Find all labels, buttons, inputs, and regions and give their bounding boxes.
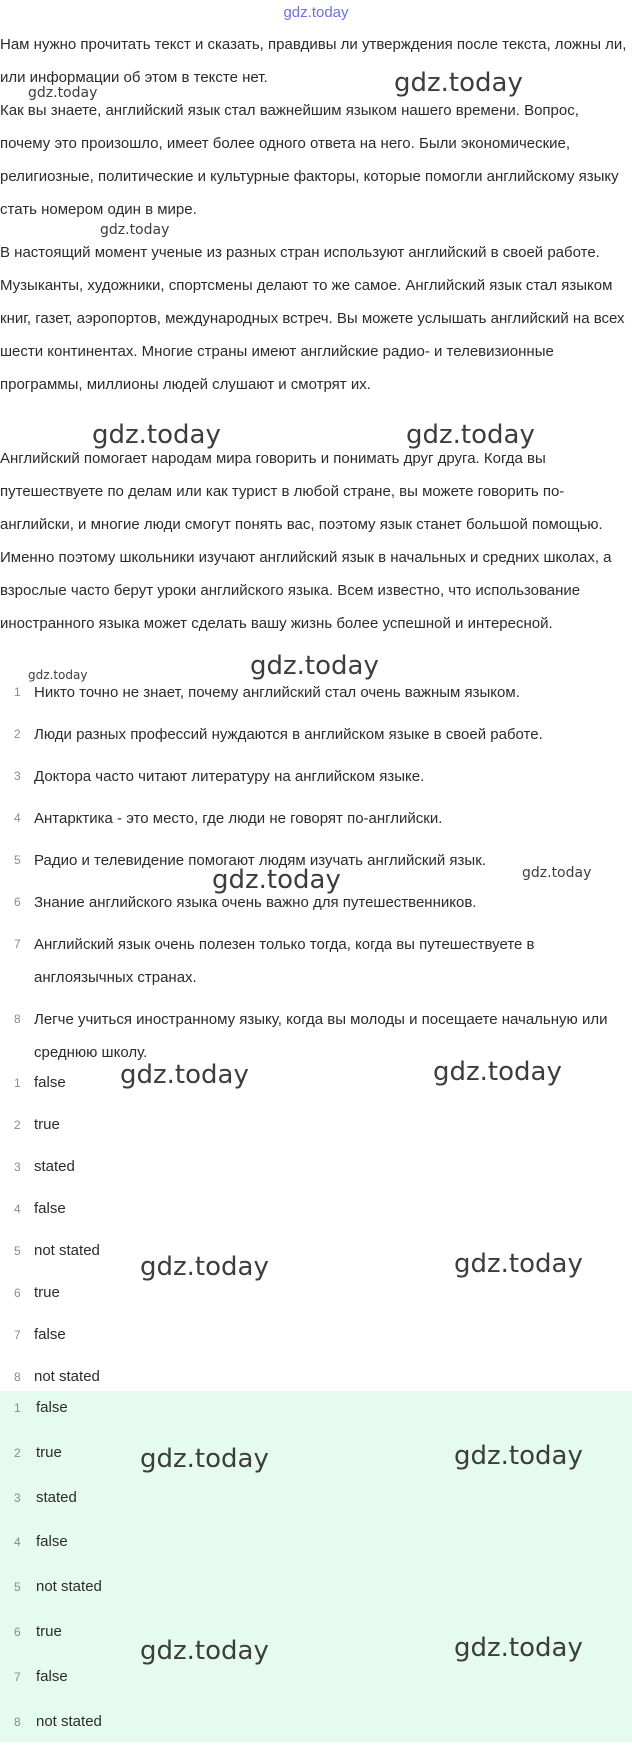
statement-text: Люди разных профессий нуждаются в английском языке в своей работе. [34, 726, 543, 743]
watermark: gdz.today [28, 668, 88, 682]
statement-item [0, 718, 632, 751]
statement-text: Доктора часто читают литературу на английском языке. [34, 768, 425, 785]
answer-item [0, 1152, 632, 1194]
answer-text: not stated [36, 1712, 102, 1730]
watermark: gdz.today [394, 68, 523, 98]
answer-item [0, 1278, 632, 1320]
answer-item [0, 1707, 632, 1751]
answer-item [0, 1572, 632, 1617]
item-number: 6 [14, 1624, 21, 1639]
statement-item [0, 928, 632, 994]
statement-item [0, 760, 632, 793]
answer-item [0, 1527, 632, 1572]
watermark: gdz.today [120, 1060, 249, 1090]
watermark: gdz.today [140, 1252, 269, 1282]
answer-text: false [36, 1667, 68, 1685]
item-number: 7 [14, 1669, 21, 1684]
item-number: 3 [14, 1490, 21, 1505]
statement-text: Антарктика - это место, где люди не говорят по-английски. [34, 810, 443, 827]
answer-text: false [34, 1074, 66, 1091]
item-number: 4 [14, 1535, 21, 1550]
statement-text: Никто точно не знает, почему английский стал очень важным языком. [34, 684, 520, 701]
item-number: 6 [14, 895, 21, 909]
item-number: 2 [14, 1118, 21, 1132]
item-number: 5 [14, 1580, 21, 1595]
item-number: 5 [14, 853, 21, 867]
answer-item [0, 1194, 632, 1236]
watermark: gdz.today [454, 1249, 583, 1279]
statement-text: Знание английского языка очень важно для путешественников. [34, 894, 477, 911]
item-number: 4 [14, 811, 21, 825]
answer-item [0, 1483, 632, 1528]
answer-text: true [36, 1622, 62, 1640]
item-number: 8 [14, 1714, 21, 1729]
answer-text: true [34, 1116, 60, 1133]
answer-text: false [36, 1399, 68, 1416]
answers-list [0, 1068, 632, 1404]
item-number: 3 [14, 769, 21, 783]
item-number: 5 [14, 1244, 21, 1258]
answer-text: stated [36, 1488, 77, 1506]
statement-text: Английский язык очень полезен только тогда, когда вы путешествуете в англоязычных странах. [34, 936, 535, 986]
site-link[interactable]: gdz.today [283, 4, 349, 21]
answer-text: true [34, 1284, 60, 1301]
watermark: gdz.today [28, 85, 98, 101]
answer-item [0, 1320, 632, 1362]
watermark: gdz.today [454, 1633, 583, 1663]
item-number: 7 [14, 937, 21, 951]
watermark: gdz.today [212, 865, 341, 895]
watermark: gdz.today [140, 1636, 269, 1666]
item-number: 8 [14, 1012, 21, 1026]
answer-text: not stated [36, 1578, 102, 1596]
watermark: gdz.today [92, 420, 221, 450]
item-number: 1 [14, 1401, 21, 1415]
item-number: 1 [14, 685, 21, 699]
answer-text: stated [34, 1158, 75, 1175]
watermark: gdz.today [433, 1057, 562, 1087]
item-number: 3 [14, 1160, 21, 1174]
paragraph-3: Английский помогает народам мира говорить и понимать друг друга. Когда вы путешествуете по делам или как турист в любой стране, вы можете говорить по-английски, и многие люди смогут понять вас, поэтому язык станет большой помощью. Именно поэтому школьники изучают английский язык в начальных и средних школах, а взрослые часто берут уроки английского языка. Всем известно, что использование иностранного языка может сделать вашу жизнь более успешной и интересной. [0, 450, 612, 632]
answer-item [0, 1662, 632, 1707]
answer-text: false [34, 1200, 66, 1217]
statement-text: Радио и телевидение помогают людям изучать английский язык. [34, 852, 486, 869]
paragraph-1: Как вы знаете, английский язык стал важнейшим языком нашего времени. Вопрос, почему это произошло, имеет более одного ответа на него. Были экономические, религиозные, политические и культурные факторы, которые помогли английскому языку стать номером один в мире. [0, 102, 619, 218]
answer-text: not stated [34, 1368, 100, 1385]
answer-text: false [36, 1533, 68, 1551]
watermark: gdz.today [522, 865, 592, 881]
item-number: 8 [14, 1370, 21, 1384]
answer-item [0, 1393, 632, 1438]
task-intro: Нам нужно прочитать текст и сказать, правдивы ли утверждения после текста, ложны ли, или информации об этом в тексте нет. [0, 36, 627, 86]
statement-text: Легче учиться иностранному языку, когда вы молоды и посещаете начальную или среднюю школу. [34, 1011, 608, 1061]
watermark: gdz.today [406, 420, 535, 450]
statement-item [0, 802, 632, 835]
watermark: gdz.today [454, 1441, 583, 1471]
watermark: gdz.today [100, 222, 170, 238]
answer-text: not stated [34, 1242, 100, 1259]
item-number: 1 [14, 1076, 21, 1090]
item-number: 6 [14, 1286, 21, 1300]
answer-item [0, 1110, 632, 1152]
paragraph-2: В настоящий момент ученые из разных стран используют английский в своей работе. Музыканты, художники, спортсмены делают то же самое. Английский язык стал языком книг, газет, аэропортов, международных встреч. Вы можете услышать английский на всех шести континентах. Многие страны имеют английские радио- и телевизионные программы, миллионы людей слушают и смотрят их. [0, 244, 625, 393]
item-number: 2 [14, 1445, 21, 1460]
watermark: gdz.today [140, 1444, 269, 1474]
answer-text: false [34, 1326, 66, 1343]
item-number: 2 [14, 727, 21, 741]
answer-text: true [36, 1443, 62, 1461]
watermark: gdz.today [250, 651, 379, 681]
item-number: 7 [14, 1328, 21, 1342]
item-number: 4 [14, 1202, 21, 1216]
